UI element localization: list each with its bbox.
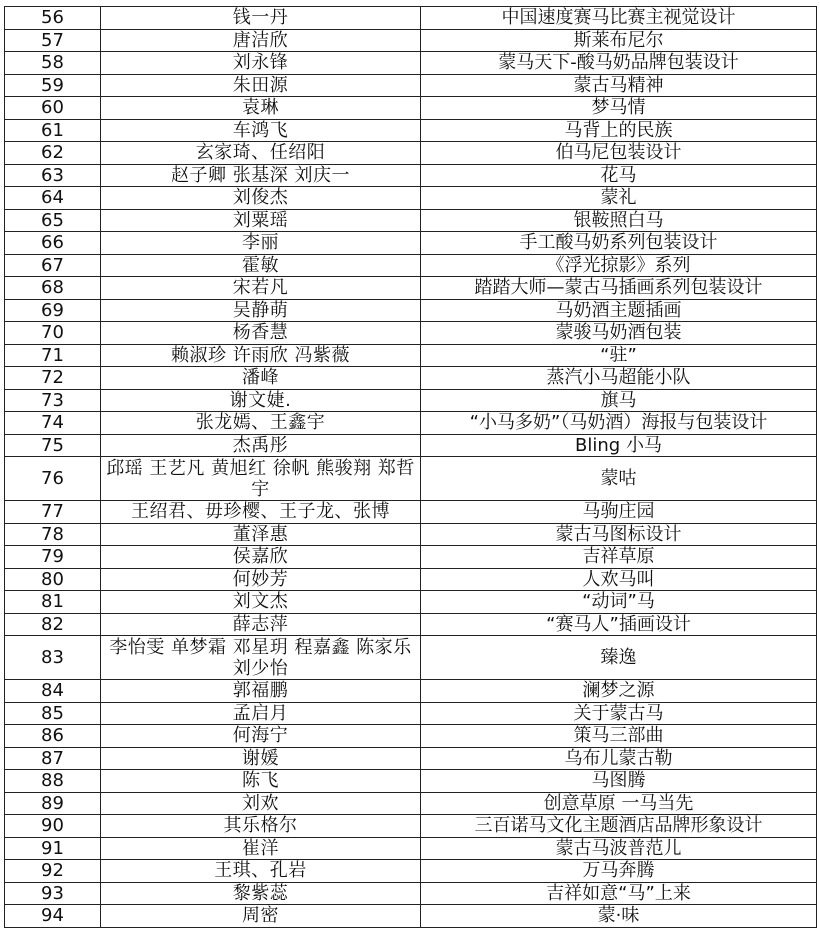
author-name-cell: 侯嘉欣 — [101, 546, 421, 569]
table-body — [5, 7, 817, 928]
work-title-cell: 臻逸 — [421, 636, 817, 680]
row-number-cell: 88 — [5, 770, 101, 793]
row-number-cell: 65 — [5, 209, 101, 232]
row-number-cell: 79 — [5, 546, 101, 569]
work-title-cell: 马图腾 — [421, 770, 817, 793]
table-row — [5, 52, 817, 75]
work-title-cell: 花马 — [421, 164, 817, 187]
author-name-cell: 何妙芳 — [101, 568, 421, 591]
table-row — [5, 882, 817, 905]
author-name-cell: 刘粟瑶 — [101, 209, 421, 232]
table-row — [5, 164, 817, 187]
work-title-cell: 创意草原 一马当先 — [421, 792, 817, 815]
author-name-cell: 钱一丹 — [101, 7, 421, 30]
table-row — [5, 187, 817, 210]
row-number-cell: 78 — [5, 523, 101, 546]
author-name-cell: 赵子卿 张基深 刘庆一 — [101, 164, 421, 187]
row-number-cell: 69 — [5, 299, 101, 322]
author-name-cell: 孟启月 — [101, 702, 421, 725]
table-row — [5, 434, 817, 457]
work-title-cell: “小马多奶”（马奶酒）海报与包装设计 — [421, 412, 817, 435]
work-title-cell: 吉祥如意“马”上来 — [421, 882, 817, 905]
author-name-cell: 黎紫蕊 — [101, 882, 421, 905]
table-row — [5, 860, 817, 883]
table-row — [5, 546, 817, 569]
table-row — [5, 702, 817, 725]
author-name-cell: 唐洁欣 — [101, 29, 421, 52]
table-row — [5, 770, 817, 793]
work-title-cell: 蒙古马波普范儿 — [421, 837, 817, 860]
results-table — [4, 6, 817, 928]
row-number-cell: 58 — [5, 52, 101, 75]
table-row — [5, 97, 817, 120]
author-name-cell: 刘永锋 — [101, 52, 421, 75]
row-number-cell: 91 — [5, 837, 101, 860]
author-name-cell: 吴静萌 — [101, 299, 421, 322]
row-number-cell: 66 — [5, 232, 101, 255]
row-number-cell: 70 — [5, 322, 101, 345]
row-number-cell: 87 — [5, 747, 101, 770]
row-number-cell: 80 — [5, 568, 101, 591]
table-row — [5, 389, 817, 412]
work-title-cell: 《浮光掠影》系列 — [421, 254, 817, 277]
table-row — [5, 232, 817, 255]
row-number-cell: 75 — [5, 434, 101, 457]
work-title-cell: 蒙礼 — [421, 187, 817, 210]
work-title-cell: 蒸汽小马超能小队 — [421, 367, 817, 390]
author-name-cell: 玄家琦、任绍阳 — [101, 142, 421, 165]
row-number-cell: 92 — [5, 860, 101, 883]
row-number-cell: 94 — [5, 905, 101, 928]
table-row — [5, 815, 817, 838]
row-number-cell: 59 — [5, 74, 101, 97]
table-row — [5, 792, 817, 815]
author-name-cell: 车鸿飞 — [101, 119, 421, 142]
author-name-cell: 王琪、孔岩 — [101, 860, 421, 883]
author-name-cell: 杨香慧 — [101, 322, 421, 345]
work-title-cell: 旗马 — [421, 389, 817, 412]
work-title-cell: 关于蒙古马 — [421, 702, 817, 725]
work-title-cell: 蒙咕 — [421, 457, 817, 501]
work-title-cell: 手工酸马奶系列包装设计 — [421, 232, 817, 255]
author-name-cell: 其乐格尔 — [101, 815, 421, 838]
row-number-cell: 57 — [5, 29, 101, 52]
author-name-cell: 王绍君、毋珍樱、王子龙、张博 — [101, 501, 421, 524]
work-title-cell: 乌布儿蒙古勒 — [421, 747, 817, 770]
table-row — [5, 457, 817, 501]
author-name-cell: 李丽 — [101, 232, 421, 255]
row-number-cell: 82 — [5, 613, 101, 636]
table-row — [5, 412, 817, 435]
table-row — [5, 7, 817, 30]
row-number-cell: 76 — [5, 457, 101, 501]
table-row — [5, 591, 817, 614]
author-name-cell: 崔洋 — [101, 837, 421, 860]
author-name-cell: 赖淑珍 许雨欣 冯紫薇 — [101, 344, 421, 367]
work-title-cell: 策马三部曲 — [421, 725, 817, 748]
row-number-cell: 71 — [5, 344, 101, 367]
row-number-cell: 68 — [5, 277, 101, 300]
row-number-cell: 89 — [5, 792, 101, 815]
author-name-cell: 潘峰 — [101, 367, 421, 390]
author-name-cell: 陈飞 — [101, 770, 421, 793]
row-number-cell: 74 — [5, 412, 101, 435]
author-name-cell: 谢媛 — [101, 747, 421, 770]
author-name-cell: 刘俊杰 — [101, 187, 421, 210]
work-title-cell: 斯莱布尼尔 — [421, 29, 817, 52]
table-row — [5, 277, 817, 300]
work-title-cell: 蒙·味 — [421, 905, 817, 928]
row-number-cell: 60 — [5, 97, 101, 120]
table-row — [5, 74, 817, 97]
author-name-cell: 周密 — [101, 905, 421, 928]
work-title-cell: 人欢马叫 — [421, 568, 817, 591]
row-number-cell: 77 — [5, 501, 101, 524]
work-title-cell: 蒙古马精神 — [421, 74, 817, 97]
author-name-cell: 张龙嫣、王鑫宇 — [101, 412, 421, 435]
author-name-cell: 董泽惠 — [101, 523, 421, 546]
table-row — [5, 299, 817, 322]
work-title-cell: 蒙骏马奶酒包装 — [421, 322, 817, 345]
table-row — [5, 636, 817, 680]
table-row — [5, 367, 817, 390]
row-number-cell: 83 — [5, 636, 101, 680]
work-title-cell: 梦马情 — [421, 97, 817, 120]
work-title-cell: 澜梦之源 — [421, 680, 817, 703]
row-number-cell: 73 — [5, 389, 101, 412]
table-row — [5, 680, 817, 703]
author-name-cell: 朱田源 — [101, 74, 421, 97]
row-number-cell: 84 — [5, 680, 101, 703]
table-row — [5, 254, 817, 277]
work-title-cell: 万马奔腾 — [421, 860, 817, 883]
author-name-cell: 何海宁 — [101, 725, 421, 748]
row-number-cell: 72 — [5, 367, 101, 390]
author-name-cell: 刘欢 — [101, 792, 421, 815]
table-row — [5, 501, 817, 524]
row-number-cell: 93 — [5, 882, 101, 905]
table-row — [5, 905, 817, 928]
author-name-cell: 郭福鹏 — [101, 680, 421, 703]
table-row — [5, 837, 817, 860]
author-name-cell: 霍敏 — [101, 254, 421, 277]
table-row — [5, 613, 817, 636]
row-number-cell: 81 — [5, 591, 101, 614]
row-number-cell: 64 — [5, 187, 101, 210]
table-row — [5, 142, 817, 165]
table-row — [5, 209, 817, 232]
row-number-cell: 67 — [5, 254, 101, 277]
work-title-cell: “赛马人”插画设计 — [421, 613, 817, 636]
table-row — [5, 29, 817, 52]
work-title-cell: 马奶酒主题插画 — [421, 299, 817, 322]
work-title-cell: “驻” — [421, 344, 817, 367]
table-row — [5, 344, 817, 367]
work-title-cell: 伯马尼包装设计 — [421, 142, 817, 165]
row-number-cell: 85 — [5, 702, 101, 725]
row-number-cell: 86 — [5, 725, 101, 748]
work-title-cell: 踏踏大师—蒙古马插画系列包装设计 — [421, 277, 817, 300]
author-name-cell: 刘文杰 — [101, 591, 421, 614]
author-name-cell: 李怡雯 单梦霜 邓星玥 程嘉鑫 陈家乐 刘少怡 — [101, 636, 421, 680]
work-title-cell: 银鞍照白马 — [421, 209, 817, 232]
table-row — [5, 568, 817, 591]
table-row — [5, 747, 817, 770]
work-title-cell: 中国速度赛马比赛主视觉设计 — [421, 7, 817, 30]
table-row — [5, 523, 817, 546]
work-title-cell: Bling 小马 — [421, 434, 817, 457]
row-number-cell: 62 — [5, 142, 101, 165]
table-row — [5, 322, 817, 345]
row-number-cell: 56 — [5, 7, 101, 30]
work-title-cell: 马驹庄园 — [421, 501, 817, 524]
work-title-cell: 吉祥草原 — [421, 546, 817, 569]
author-name-cell: 薛志萍 — [101, 613, 421, 636]
work-title-cell: 蒙马天下-酸马奶品牌包装设计 — [421, 52, 817, 75]
row-number-cell: 63 — [5, 164, 101, 187]
table-row — [5, 725, 817, 748]
work-title-cell: 蒙古马图标设计 — [421, 523, 817, 546]
table-row — [5, 119, 817, 142]
author-name-cell: 袁琳 — [101, 97, 421, 120]
work-title-cell: “动词”马 — [421, 591, 817, 614]
author-name-cell: 宋若凡 — [101, 277, 421, 300]
row-number-cell: 61 — [5, 119, 101, 142]
work-title-cell: 三百诺马文化主题酒店品牌形象设计 — [421, 815, 817, 838]
row-number-cell: 90 — [5, 815, 101, 838]
work-title-cell: 马背上的民族 — [421, 119, 817, 142]
author-name-cell: 邱瑶 王艺凡 黄旭红 徐帆 熊骏翔 郑哲宇 — [101, 457, 421, 501]
author-name-cell: 杰禹彤 — [101, 434, 421, 457]
author-name-cell: 谢文婕. — [101, 389, 421, 412]
